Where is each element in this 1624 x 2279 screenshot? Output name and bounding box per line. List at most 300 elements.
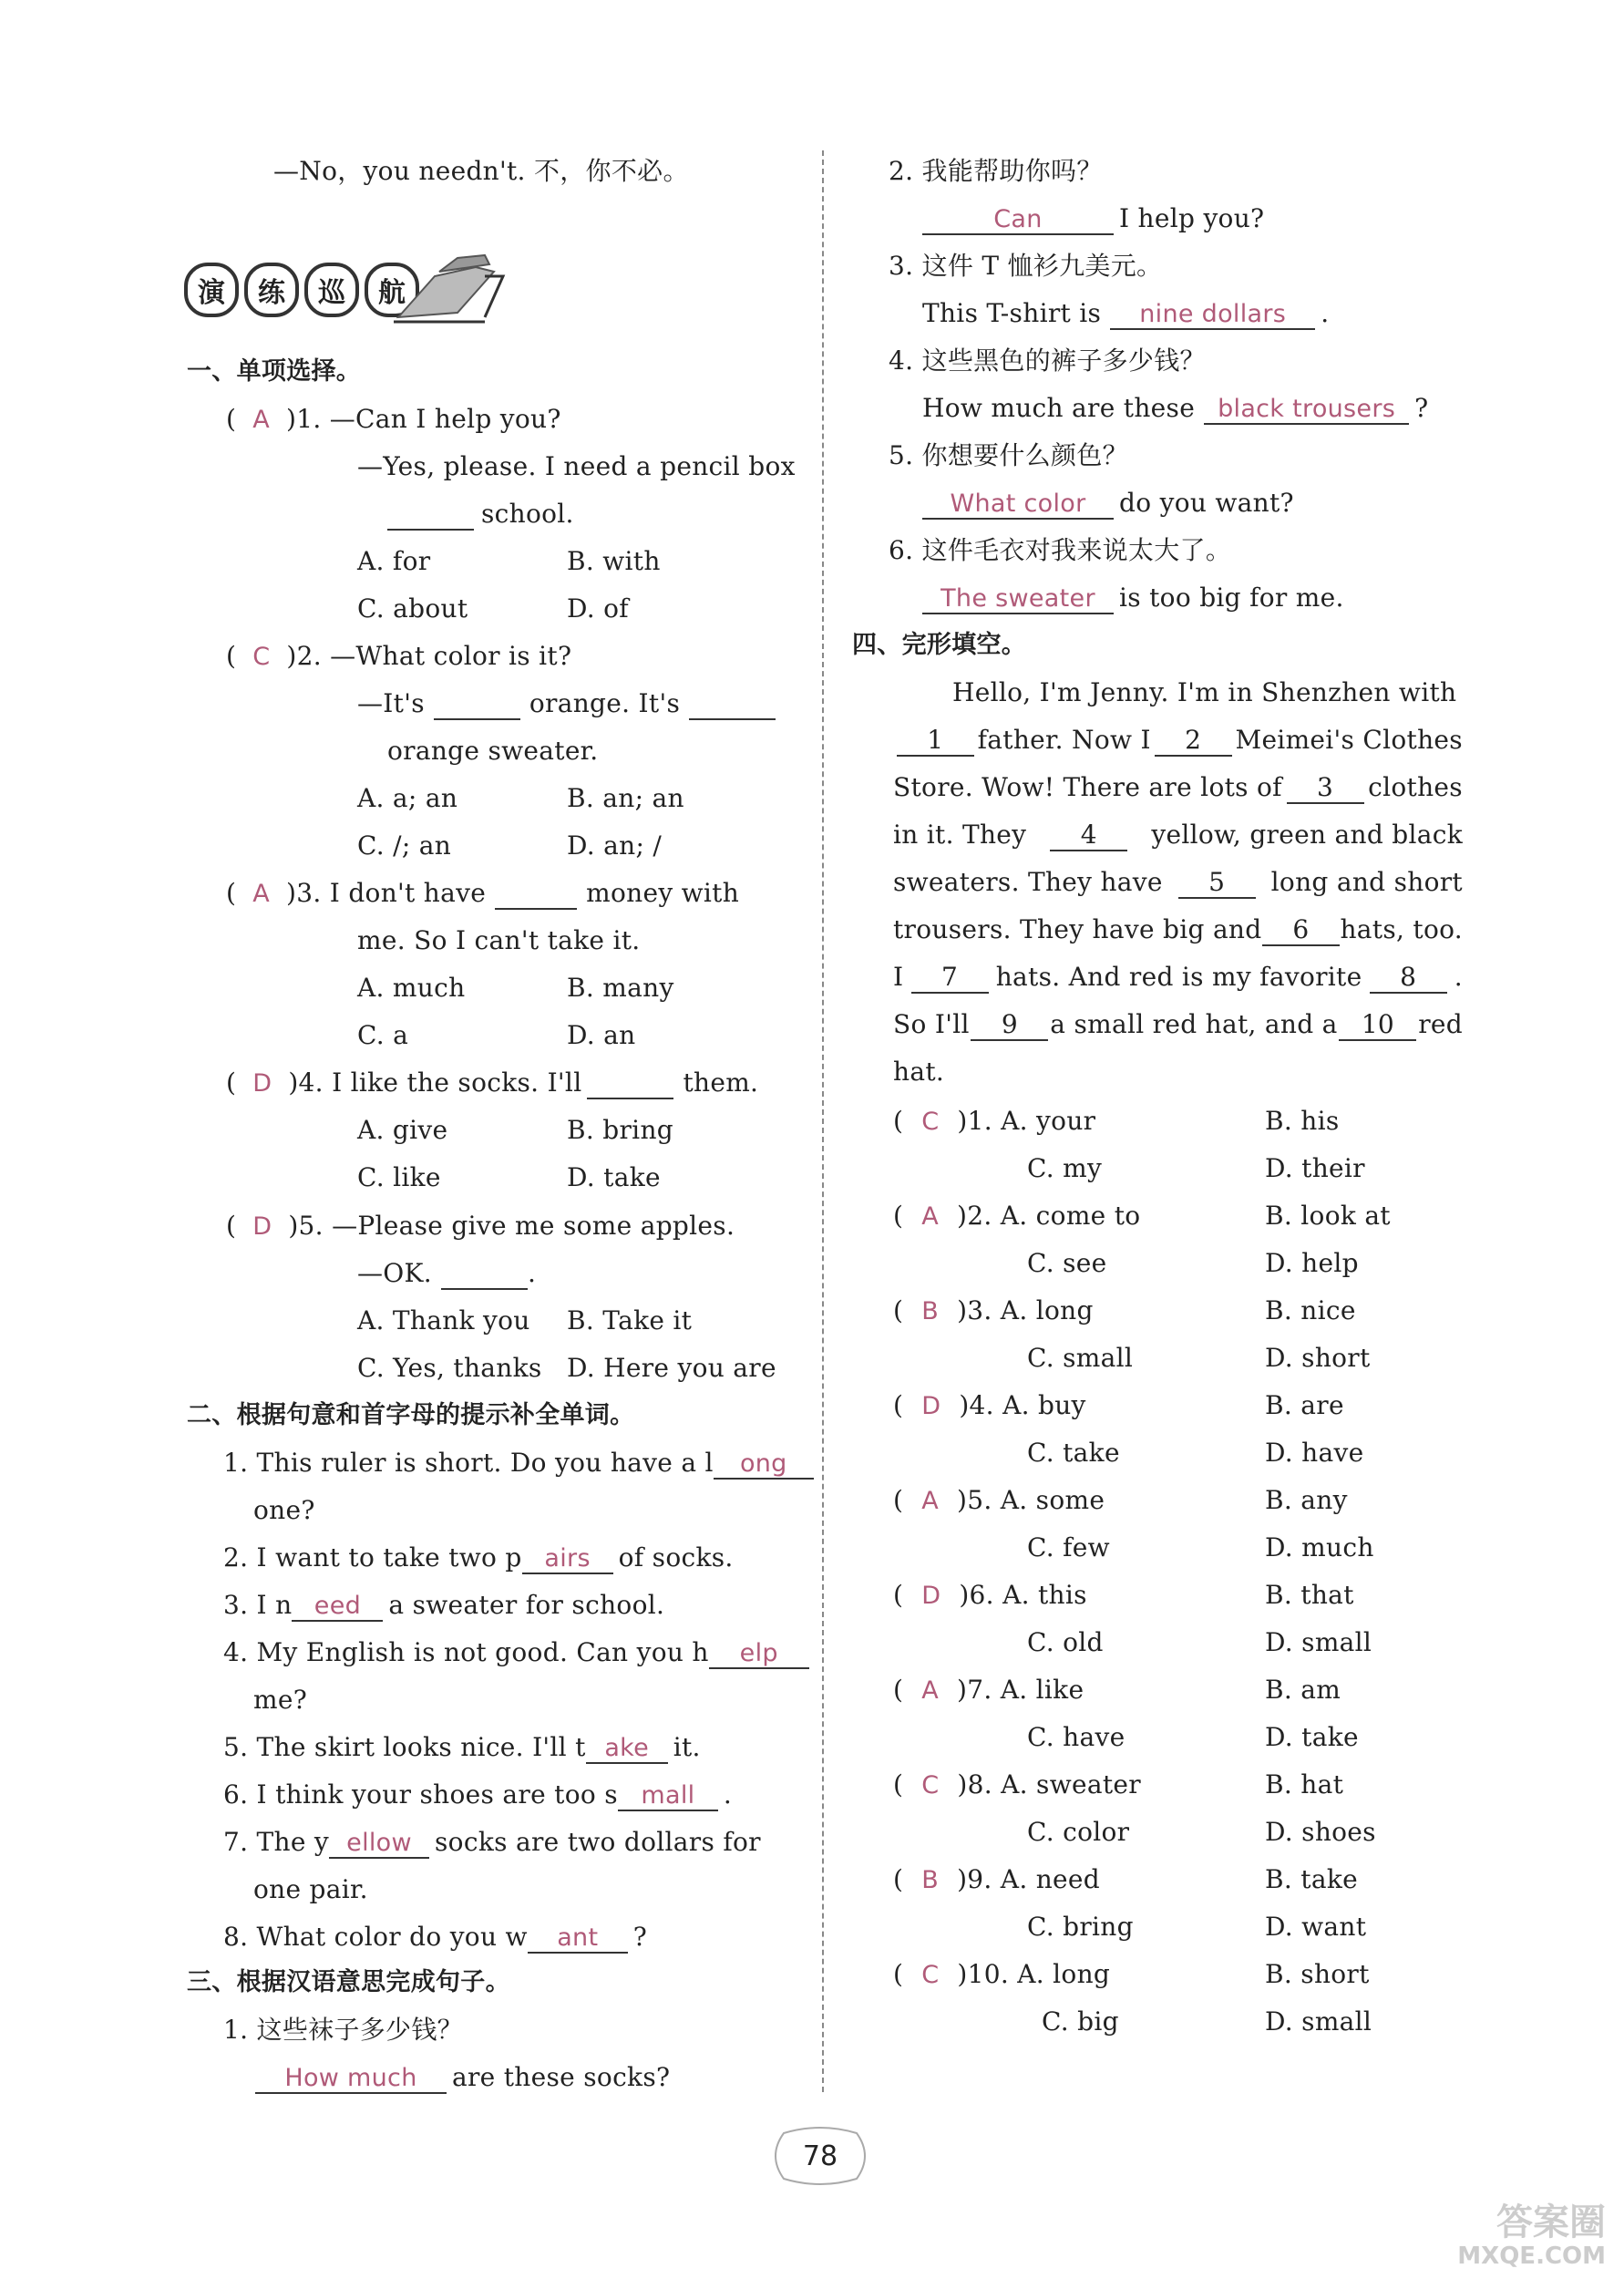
mc-question-line <box>357 1255 536 1292</box>
word-blank[interactable] <box>586 1729 668 1764</box>
cloze-option <box>1265 1577 1354 1614</box>
column-divider <box>822 150 824 2092</box>
answer-blank[interactable] <box>689 686 776 720</box>
answer-letter: A <box>921 1487 940 1515</box>
item-prompt: 4. My English is not good. Can you h <box>223 1637 709 1667</box>
cloze-option <box>1027 1150 1102 1187</box>
item-prompt: 1. This ruler is short. Do you have a l <box>223 1448 714 1478</box>
passage-line <box>893 959 1463 995</box>
option-d: D. take <box>1265 1722 1359 1752</box>
chinese-prompt: 1. 这些袜子多少钱？ <box>223 2015 463 2045</box>
sentence-text: is too big for me. <box>1119 583 1344 613</box>
passage-text: in it. They <box>893 820 1027 850</box>
option-d: D. short <box>1265 1343 1371 1373</box>
sentence-blank[interactable] <box>1110 295 1315 330</box>
option-a: )1. A. your <box>957 1106 1096 1136</box>
cloze-option <box>1265 1103 1340 1140</box>
trans-item-1-answer <box>255 2059 670 2096</box>
option-b: B. bring <box>567 1115 673 1145</box>
sentence-blank[interactable] <box>922 580 1114 614</box>
answer-paren: ( <box>226 641 237 671</box>
option-a: )9. A. need <box>957 1864 1101 1894</box>
option-d: D. an <box>567 1020 636 1050</box>
watermark-logo: 答案圈 <box>1496 2202 1606 2243</box>
cloze-option <box>1265 1624 1372 1661</box>
chinese-prompt: 4. 这些黑色的裤子多少钱？ <box>889 345 1206 376</box>
option-d: D. help <box>1265 1248 1359 1278</box>
cloze-question-6 <box>893 1577 1087 1614</box>
cloze-question-2 <box>893 1198 1140 1235</box>
option-c: C. a <box>357 1020 409 1050</box>
cloze-option <box>1027 1435 1120 1471</box>
passage-text: Hello, I'm Jenny. I'm in Shenzhen with <box>952 677 1457 707</box>
option-c: C. /; an <box>357 830 452 861</box>
cloze-blank[interactable]: 9 <box>971 1006 1048 1041</box>
logo-char: 练 <box>244 263 299 317</box>
passage-text: So I'll <box>893 1009 970 1039</box>
cloze-option <box>1265 1909 1366 1945</box>
option-b: B. hat <box>1265 1769 1344 1799</box>
passage-text: trousers. They have big and <box>893 914 1262 944</box>
cloze-option <box>1027 1909 1134 1945</box>
option-c: C. old <box>1027 1627 1104 1657</box>
option-c: C. my <box>1027 1153 1103 1183</box>
chinese-prompt: 6. 这件毛衣对我来说太大了。 <box>889 535 1232 565</box>
option-b: B. nice <box>1265 1295 1356 1325</box>
section-title: 一、单项选择。 <box>187 357 362 386</box>
answer-letter: A <box>921 1202 940 1231</box>
option-d: D. much <box>1265 1532 1374 1562</box>
sentence-text: This T-shirt is <box>922 298 1102 328</box>
trans-item-4-cn <box>889 343 1206 379</box>
option-d: D. Here you are <box>567 1353 776 1383</box>
passage-text: hats, too. <box>1340 914 1463 944</box>
question-text: )3. I don't have <box>286 878 487 908</box>
filled-answer: elp <box>739 1639 778 1667</box>
mc-option <box>357 1303 530 1339</box>
option-b: B. look at <box>1265 1201 1391 1231</box>
word-blank[interactable] <box>709 1634 809 1669</box>
option-d: D. their <box>1265 1153 1365 1183</box>
mc-option <box>567 1350 776 1387</box>
passage-text: clothes <box>1368 772 1463 802</box>
item-text: one? <box>253 1495 315 1525</box>
passage-text: hats. And red is my favorite <box>995 962 1362 992</box>
fill-item-2 <box>223 1540 734 1576</box>
cloze-blank[interactable]: 7 <box>911 959 989 994</box>
answer-paren: ( <box>893 1864 904 1894</box>
question-text: school. <box>481 499 574 529</box>
option-a: A. give <box>357 1115 448 1145</box>
option-a: A. much <box>357 973 466 1003</box>
mc-option <box>567 1112 673 1149</box>
sentence-blank[interactable] <box>922 485 1114 520</box>
cloze-question-10 <box>893 1956 1110 1994</box>
section-4-title <box>852 627 1026 664</box>
cloze-option <box>1265 1672 1341 1708</box>
fill-item-cont <box>253 1682 307 1718</box>
cloze-blank[interactable]: 4 <box>1050 817 1127 851</box>
mc-option <box>357 1017 408 1054</box>
item-text: a sweater for school. <box>388 1590 665 1620</box>
answer-blank[interactable] <box>387 496 474 531</box>
watermark-url: MXQE.COM <box>1457 2243 1606 2270</box>
mc-option <box>357 828 451 864</box>
cloze-option <box>1027 1814 1129 1851</box>
mc-option <box>357 591 468 627</box>
answer-letter: A <box>921 1676 940 1705</box>
fill-item-6 <box>223 1777 732 1813</box>
option-a: )5. A. some <box>957 1485 1105 1515</box>
option-b: B. am <box>1265 1675 1341 1705</box>
option-d: D. an; / <box>567 830 663 861</box>
mc-option <box>567 970 674 1006</box>
mc-option <box>357 1350 542 1387</box>
cloze-blank[interactable]: 10 <box>1339 1006 1416 1041</box>
item-prompt: 3. I n <box>223 1590 293 1620</box>
option-d: D. shoes <box>1265 1817 1376 1847</box>
option-b: B. are <box>1265 1390 1344 1420</box>
passage-text: Store. Wow! There are lots of <box>893 772 1282 802</box>
passage-line <box>952 675 1463 711</box>
filled-answer: ake <box>604 1734 650 1762</box>
filled-answer: airs <box>544 1544 591 1573</box>
fill-item-cont <box>253 1872 368 1908</box>
filled-answer: nine dollars <box>1139 300 1287 328</box>
mc-option <box>357 970 465 1006</box>
cloze-option <box>1265 1767 1343 1803</box>
filled-answer: Can <box>993 205 1043 233</box>
mc-question-3 <box>226 875 739 913</box>
answer-paren: ( <box>893 1295 904 1325</box>
fill-item-4 <box>223 1634 809 1671</box>
word-blank[interactable] <box>329 1824 429 1859</box>
mc-option <box>357 543 430 580</box>
cloze-question-1 <box>893 1103 1095 1140</box>
item-text: of socks. <box>618 1542 734 1573</box>
page-number <box>766 2124 875 2188</box>
answer-paren: ( <box>226 1067 237 1098</box>
cloze-option <box>1265 1387 1344 1424</box>
mc-question-2 <box>226 638 571 675</box>
cloze-question-7 <box>893 1672 1084 1709</box>
option-a: )2. A. come to <box>957 1201 1141 1231</box>
cloze-option <box>1265 1293 1356 1329</box>
answer-letter: D <box>921 1392 941 1420</box>
option-c: C. few <box>1027 1532 1110 1562</box>
mc-question-line <box>357 923 640 959</box>
answer-letter: C <box>252 643 271 671</box>
mc-option <box>567 1160 661 1196</box>
word-blank[interactable] <box>618 1777 718 1811</box>
fill-item-cont <box>253 1492 315 1529</box>
question-text: )4. I like the socks. I'll <box>288 1067 582 1098</box>
item-prompt: 6. I think your shoes are too s <box>223 1779 618 1810</box>
mc-question-1 <box>226 401 561 438</box>
option-c: C. take <box>1027 1438 1120 1468</box>
section-2-title <box>187 1397 634 1434</box>
question-text: —OK. <box>357 1258 432 1288</box>
mc-question-4 <box>226 1065 758 1102</box>
sentence-text: . <box>1321 298 1330 328</box>
answer-letter: A <box>252 880 271 908</box>
page-number-text: 78 <box>802 2140 838 2172</box>
mc-option <box>567 591 629 627</box>
filled-answer: ant <box>557 1923 599 1952</box>
answer-paren: ( <box>893 1201 904 1231</box>
logo-char: 航 <box>365 263 419 317</box>
cloze-option <box>1265 1245 1359 1282</box>
passage-text: long and short <box>1270 867 1463 897</box>
answer-letter: D <box>921 1582 941 1610</box>
filled-answer: ong <box>739 1449 787 1478</box>
item-prompt: 8. What color do you w <box>223 1922 528 1952</box>
mc-question-line <box>387 496 574 532</box>
sentence-blank[interactable] <box>1204 390 1409 425</box>
question-text: orange sweater. <box>387 736 599 766</box>
mc-option <box>357 1112 447 1149</box>
cloze-option <box>1265 1956 1370 1993</box>
option-b: B. short <box>1265 1959 1370 1989</box>
chinese-prompt: 2. 我能帮助你吗？ <box>889 156 1103 186</box>
item-text: it. <box>673 1732 701 1762</box>
logo-char: 巡 <box>304 263 359 317</box>
trans-item-3-cn <box>889 248 1162 284</box>
trans-item-5-cn <box>889 438 1128 474</box>
answer-paren: ( <box>893 1106 904 1136</box>
option-c: C. Yes, thanks <box>357 1353 542 1383</box>
option-d: D. of <box>567 593 629 624</box>
answer-letter: B <box>921 1297 940 1325</box>
answer-paren: ( <box>893 1959 904 1989</box>
cloze-option <box>1265 1198 1391 1234</box>
question-text: —Yes, please. I need a pencil box <box>357 451 796 481</box>
item-prompt: 7. The y <box>223 1827 330 1857</box>
option-a: A. Thank you <box>357 1305 530 1335</box>
filled-answer: mall <box>641 1781 695 1810</box>
option-d: D. small <box>1265 2006 1372 2037</box>
option-b: B. with <box>567 546 661 576</box>
answer-blank[interactable] <box>434 686 520 720</box>
option-d: D. want <box>1265 1912 1367 1942</box>
passage-line <box>893 864 1463 901</box>
answer-blank[interactable] <box>495 875 577 910</box>
cloze-option <box>1027 1340 1133 1377</box>
chinese-prompt: 3. 这件 T 恤衫九美元。 <box>889 251 1163 281</box>
question-text: )5. —Please give me some apples. <box>288 1211 735 1241</box>
option-a: )3. A. long <box>957 1295 1094 1325</box>
mc-option <box>567 1017 635 1054</box>
logo-char: 演 <box>184 263 239 317</box>
section-title: 二、根据句意和首字母的提示补全单词。 <box>187 1401 635 1429</box>
fill-item-3 <box>223 1587 664 1624</box>
item-text: ? <box>632 1922 648 1952</box>
cloze-blank[interactable]: 2 <box>1155 722 1232 757</box>
answer-paren: ( <box>226 878 237 908</box>
cloze-option <box>1042 2004 1119 2040</box>
watermark <box>1457 2202 1606 2270</box>
filled-answer: The sweater <box>940 584 1095 613</box>
sentence-blank[interactable] <box>922 201 1114 235</box>
cloze-option <box>1265 1435 1363 1471</box>
answer-paren: ( <box>893 1485 904 1515</box>
mc-question-5 <box>226 1208 735 1245</box>
filled-answer: How much <box>284 2064 417 2092</box>
cloze-question-9 <box>893 1861 1100 1899</box>
cloze-option <box>1027 1719 1125 1756</box>
item-text: socks are two dollars for <box>435 1827 761 1857</box>
section-3-title <box>187 1964 510 2001</box>
option-c: C. about <box>357 593 468 624</box>
sentence-blank[interactable] <box>255 2059 447 2094</box>
answer-paren: ( <box>893 1675 904 1705</box>
passage-text: sweaters. They have <box>893 867 1163 897</box>
option-a: )6. A. this <box>959 1580 1087 1610</box>
answer-letter: C <box>921 1961 940 1989</box>
answer-letter: D <box>252 1069 272 1098</box>
cloze-option <box>1027 1530 1110 1566</box>
answer-letter: B <box>921 1866 940 1894</box>
mc-question-line <box>357 449 796 485</box>
answer-paren: ( <box>226 404 237 434</box>
word-blank[interactable] <box>522 1540 613 1574</box>
cloze-option <box>1265 1530 1374 1566</box>
fill-item-5 <box>223 1729 701 1766</box>
passage-text: a small red hat, and a <box>1050 1009 1338 1039</box>
item-text: me? <box>253 1685 308 1715</box>
section-title: 四、完形填空。 <box>852 631 1027 659</box>
cloze-blank[interactable]: 3 <box>1287 769 1364 804</box>
fill-item-1 <box>223 1445 814 1481</box>
mc-option <box>357 1160 441 1196</box>
passage-text: I <box>893 962 904 992</box>
answer-blank[interactable] <box>441 1255 528 1290</box>
answer-paren: ( <box>893 1580 904 1610</box>
mc-option <box>567 828 662 864</box>
question-text: them. <box>683 1067 759 1098</box>
cloze-option <box>1265 1814 1376 1851</box>
item-text: one pair. <box>253 1874 368 1904</box>
trans-item-1-cn <box>223 2012 463 2048</box>
mc-option <box>567 543 661 580</box>
cloze-option <box>1265 1719 1359 1756</box>
option-c: C. small <box>1027 1343 1134 1373</box>
sentence-text: I help you? <box>1119 203 1265 233</box>
answer-blank[interactable] <box>587 1065 673 1099</box>
cloze-blank[interactable]: 8 <box>1370 959 1447 994</box>
option-d: D. have <box>1265 1438 1364 1468</box>
filled-answer: eed <box>313 1592 362 1620</box>
option-d: D. take <box>567 1162 661 1192</box>
option-c: C. see <box>1027 1248 1107 1278</box>
cloze-blank[interactable]: 1 <box>897 722 974 757</box>
word-blank[interactable] <box>714 1445 814 1480</box>
cloze-blank[interactable]: 6 <box>1262 912 1340 946</box>
trans-item-2-cn <box>889 153 1103 190</box>
intro-line <box>273 153 689 190</box>
trans-item-6-answer <box>922 580 1344 616</box>
option-d: D. small <box>1265 1627 1372 1657</box>
word-blank[interactable] <box>528 1919 628 1954</box>
question-text: orange. It's <box>529 688 681 718</box>
filled-answer: ellow <box>346 1829 412 1857</box>
mc-question-line <box>357 686 776 722</box>
passage-text: Meimei's Clothes <box>1235 725 1463 755</box>
answer-paren: ( <box>893 1390 904 1420</box>
cloze-option <box>1265 1861 1358 1898</box>
option-b: B. any <box>1265 1485 1348 1515</box>
mc-question-line <box>387 733 599 769</box>
passage-line <box>893 817 1463 853</box>
mc-option <box>567 780 684 817</box>
answer-letter: C <box>921 1108 940 1136</box>
fill-item-8 <box>223 1919 647 1955</box>
answer-letter: C <box>921 1771 940 1799</box>
item-prompt: 2. I want to take two p <box>223 1542 522 1573</box>
intro-text: —No，you needn't. 不，你不必。 <box>273 156 689 186</box>
option-a: A. a; an <box>357 783 458 813</box>
passage-text: yellow, green and black <box>1151 820 1463 850</box>
option-c: C. color <box>1027 1817 1130 1847</box>
option-a: )4. A. buy <box>959 1390 1086 1420</box>
passage-line <box>893 1006 1463 1043</box>
ship-icon <box>184 244 512 335</box>
cloze-question-4 <box>893 1387 1086 1425</box>
chinese-prompt: 5. 你想要什么颜色？ <box>889 440 1128 470</box>
passage-line <box>893 769 1463 806</box>
question-text: . <box>527 1258 537 1288</box>
cloze-question-3 <box>893 1293 1094 1330</box>
trans-item-4-answer <box>922 390 1428 427</box>
option-b: B. many <box>567 973 674 1003</box>
cloze-blank[interactable]: 5 <box>1178 864 1256 899</box>
section-logo <box>184 244 512 335</box>
cloze-option <box>1265 1340 1371 1377</box>
passage-text: red <box>1418 1009 1463 1039</box>
passage-text: hat. <box>893 1057 945 1087</box>
question-text: me. So I can't take it. <box>357 925 641 955</box>
passage-line <box>893 722 1463 758</box>
question-text: )2. —What color is it? <box>286 641 572 671</box>
option-a: )10. A. long <box>957 1959 1111 1989</box>
passage-text: . <box>1454 962 1463 992</box>
word-blank[interactable] <box>292 1587 383 1622</box>
cloze-option <box>1265 1482 1348 1519</box>
trans-item-3-answer <box>922 295 1329 332</box>
mc-option <box>357 780 457 817</box>
filled-answer: What color <box>950 490 1086 518</box>
trans-item-6-cn <box>889 532 1231 569</box>
option-b: B. an; an <box>567 783 684 813</box>
question-text: —It's <box>357 688 425 718</box>
answer-letter: A <box>252 406 271 434</box>
answer-paren: ( <box>893 1769 904 1799</box>
sentence-text: do you want? <box>1119 488 1294 518</box>
question-text: money with <box>586 878 740 908</box>
passage-line <box>893 912 1463 948</box>
passage-line <box>893 1054 1463 1090</box>
option-a: )8. A. sweater <box>957 1769 1141 1799</box>
fill-item-7 <box>223 1824 761 1861</box>
trans-item-5-answer <box>922 485 1294 521</box>
cloze-option <box>1265 1150 1365 1187</box>
option-b: B. his <box>1265 1106 1340 1136</box>
option-a: A. for <box>357 546 431 576</box>
option-b: B. that <box>1265 1580 1354 1610</box>
option-c: C. like <box>357 1162 441 1192</box>
cloze-option <box>1027 1624 1104 1661</box>
option-b: B. Take it <box>567 1305 693 1335</box>
